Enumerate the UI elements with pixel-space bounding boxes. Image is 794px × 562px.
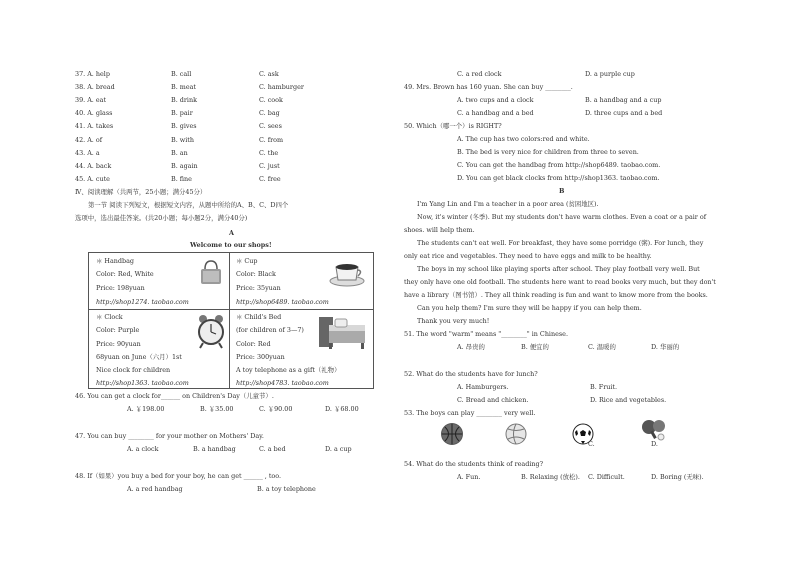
clock-image [197, 313, 225, 349]
handbag-name: ＊ Handbag [96, 257, 135, 265]
q42-b: B. with [171, 136, 194, 144]
q53-option-d[interactable]: D. [651, 440, 658, 448]
q52-stem: 52. What do the students have for lunch? [404, 370, 538, 378]
q39-b: B. drink [171, 96, 197, 104]
q49-option-c[interactable]: C. a handbag and a bed [457, 109, 534, 117]
q40-a: 40. A. glass [75, 109, 113, 117]
q41-a: 41. A. takes [75, 122, 114, 130]
q46-option-d[interactable]: D. ￥68.00 [325, 405, 359, 413]
handbag-image [199, 259, 223, 285]
q47-option-a[interactable]: A. a clock [127, 445, 159, 453]
table-divider [229, 253, 230, 388]
q38-c: C. hamburger [259, 83, 304, 91]
q47-stem: 47. You can buy ________ for your mother on Mothers' Day. [75, 432, 264, 440]
cup-color: Color: Black [236, 270, 276, 278]
bed-age: (for children of 3—7) [236, 326, 304, 334]
q48-stem: 48. If（如果）you buy a bed for your boy, he can get ______ , too. [75, 472, 282, 480]
q53-option-c[interactable]: C. [588, 440, 595, 448]
q39-c: C. cook [259, 96, 283, 104]
bed-url: http://shop4783. taobao.com [236, 379, 329, 387]
q44-a: 44. A. back [75, 162, 112, 170]
q50-stem: 50. Which（哪一个）is RIGHT? [404, 122, 502, 130]
q52-option-b[interactable]: B. Fruit. [590, 383, 618, 391]
handbag-color: Color: Red, White [96, 270, 154, 278]
q51-option-a[interactable]: A. 昂贵的 [457, 343, 485, 351]
table-divider [89, 309, 373, 310]
shop-table [88, 252, 374, 389]
q53-stem: 53. The boys can play ________ very well. [404, 409, 536, 417]
q37-b: B. call [171, 70, 192, 78]
clock-note: Nice clock for children [96, 366, 171, 374]
q48-option-b[interactable]: B. a toy telephone [257, 485, 316, 493]
q42-c: C. from [259, 136, 284, 144]
cup-image [329, 261, 365, 287]
q54-stem: 54. What do the students think of reading? [404, 460, 543, 468]
q46-option-b[interactable]: B. ￥35.00 [200, 405, 234, 413]
passage-a-heading: Welcome to our shops! [190, 241, 272, 249]
q43-c: C. the [259, 149, 279, 157]
volleyball-icon[interactable] [505, 423, 527, 445]
q49-option-b[interactable]: B. a handbag and a cup [585, 96, 662, 104]
q51-option-b[interactable]: B. 便宜的 [521, 343, 549, 351]
q51-option-c[interactable]: C. 温暖的 [588, 343, 616, 351]
q52-option-a[interactable]: A. Hamburgers. [457, 383, 509, 391]
q45-c: C. free [259, 175, 281, 183]
q54-option-b[interactable]: B. Relaxing (放松). [521, 473, 580, 481]
q49-option-d[interactable]: D. three cups and a bed [585, 109, 663, 117]
part1-instruction-1: 第一节 阅读下列短文，根据短文内容，从题中所给的A、B、C、D四个 [88, 201, 289, 209]
q46-option-c[interactable]: C. ￥90.00 [259, 405, 293, 413]
q52-option-c[interactable]: C. Bread and chicken. [457, 396, 529, 404]
bed-gift: A toy telephone as a gift（礼物） [236, 366, 341, 374]
q37-c: C. ask [259, 70, 279, 78]
q46-stem: 46. You can get a clock for______ on Children's Day（儿童节）. [75, 392, 274, 400]
q49-stem: 49. Mrs. Brown has 160 yuan. She can buy ________. [404, 83, 573, 91]
clock-sale: 68yuan on June（六月）1st [96, 353, 182, 361]
bed-price: Price: 300yuan [236, 353, 285, 361]
q44-b: B. again [171, 162, 198, 170]
q47-option-b[interactable]: B. a handbag [193, 445, 236, 453]
clock-price: Price: 90yuan [96, 340, 141, 348]
q54-option-c[interactable]: C. Difficult. [588, 473, 625, 481]
q45-b: B. fine [171, 175, 192, 183]
q51-option-d[interactable]: D. 华丽的 [651, 343, 680, 351]
q44-c: C. just [259, 162, 280, 170]
passage-b-p4a: The boys in my school like playing sports after school. They play football very well. But [417, 265, 700, 273]
q48-option-a[interactable]: A. a red handbag [127, 485, 183, 493]
q43-b: B. an [171, 149, 188, 157]
ping-pong-icon[interactable] [641, 418, 667, 442]
passage-b-p6: Thank you very much! [417, 317, 490, 325]
q50-option-d[interactable]: D. You can get black clocks from http://shop1363. taobao.com. [457, 174, 660, 182]
cup-name: ＊ Cup [236, 257, 258, 265]
q47-option-c[interactable]: C. a bed [259, 445, 286, 453]
passage-b-p1: I'm Yang Lin and I'm a teacher in a poor area (贫困地区). [417, 200, 599, 208]
passage-b-p3b: only eat rice and vegetables. They need to have eggs and milk to be healthy. [404, 252, 652, 260]
q48-option-d[interactable]: D. a purple cup [585, 70, 635, 78]
clock-color: Color: Purple [96, 326, 140, 334]
section-title: Ⅳ、阅读理解（共两节，25小题；满分45分） [75, 188, 207, 196]
cup-url: http://shop6489. taobao.com [236, 298, 329, 306]
q45-a: 45. A. cute [75, 175, 110, 183]
handbag-url: http://shop1274. taobao.com [96, 298, 189, 306]
bed-name: ＊ Child's Bed [236, 313, 282, 321]
bed-color: Color: Red [236, 340, 271, 348]
clock-name: ＊ Clock [96, 313, 123, 321]
q37-a: 37. A. help [75, 70, 110, 78]
q54-option-a[interactable]: A. Fun. [457, 473, 481, 481]
q40-c: C. bag [259, 109, 280, 117]
passage-a-label: A [229, 229, 234, 237]
q40-b: B. pair [171, 109, 193, 117]
q50-option-b[interactable]: B. The bed is very nice for children from three to seven. [457, 148, 639, 156]
part1-instruction-2: 选项中，选出最佳答案。(共20小题；每小题2分，满分40分) [75, 214, 248, 222]
passage-b-p4c: have a library（图书馆）. They all think reading is fun and want to know more from the books. [404, 291, 708, 299]
q50-option-c[interactable]: C. You can get the handbag from http://shop6489. taobao.com. [457, 161, 661, 169]
q43-a: 43. A. a [75, 149, 100, 157]
passage-b-p2a: Now, it's winter (冬季). But my students don't have warm clothes. Even a coat or a pair of [417, 213, 707, 221]
q41-c: C. sees [259, 122, 282, 130]
handbag-price: Price: 198yuan [96, 284, 145, 292]
passage-b-p2b: shoes. will help them. [404, 226, 475, 234]
passage-b-p3a: The students can't eat well. For breakfast, they have some porridge (粥). For lunch, they [417, 239, 704, 247]
q39-a: 39. A. eat [75, 96, 107, 104]
q42-a: 42. A. of [75, 136, 103, 144]
q38-b: B. meat [171, 83, 196, 91]
q52-option-d[interactable]: D. Rice and vegetables. [590, 396, 667, 404]
q50-option-a[interactable]: A. The cup has two colors:red and white. [457, 135, 590, 143]
q54-option-d[interactable]: D. Boring (无味). [651, 473, 704, 481]
q46-option-a[interactable]: A. ￥198.00 [127, 405, 165, 413]
clock-url: http://shop1363. taobao.com [96, 379, 189, 387]
q49-option-a[interactable]: A. two cups and a clock [457, 96, 534, 104]
passage-b-label: B [559, 187, 565, 195]
cup-price: Price: 35yuan [236, 284, 281, 292]
q48-option-c[interactable]: C. a red clock [457, 70, 502, 78]
q41-b: B. gives [171, 122, 197, 130]
q38-a: 38. A. bread [75, 83, 115, 91]
basketball-icon[interactable] [441, 423, 463, 445]
passage-b-p5: Can you help them? I'm sure they will be happy if you can help them. [417, 304, 642, 312]
q47-option-d[interactable]: D. a cup [325, 445, 352, 453]
bed-image [315, 315, 369, 351]
passage-b-p4b: they only have one old football. The students here want to read books very much, but they don't [404, 278, 716, 286]
q51-stem: 51. The word "warm" means "________" in Chinese. [404, 330, 568, 338]
